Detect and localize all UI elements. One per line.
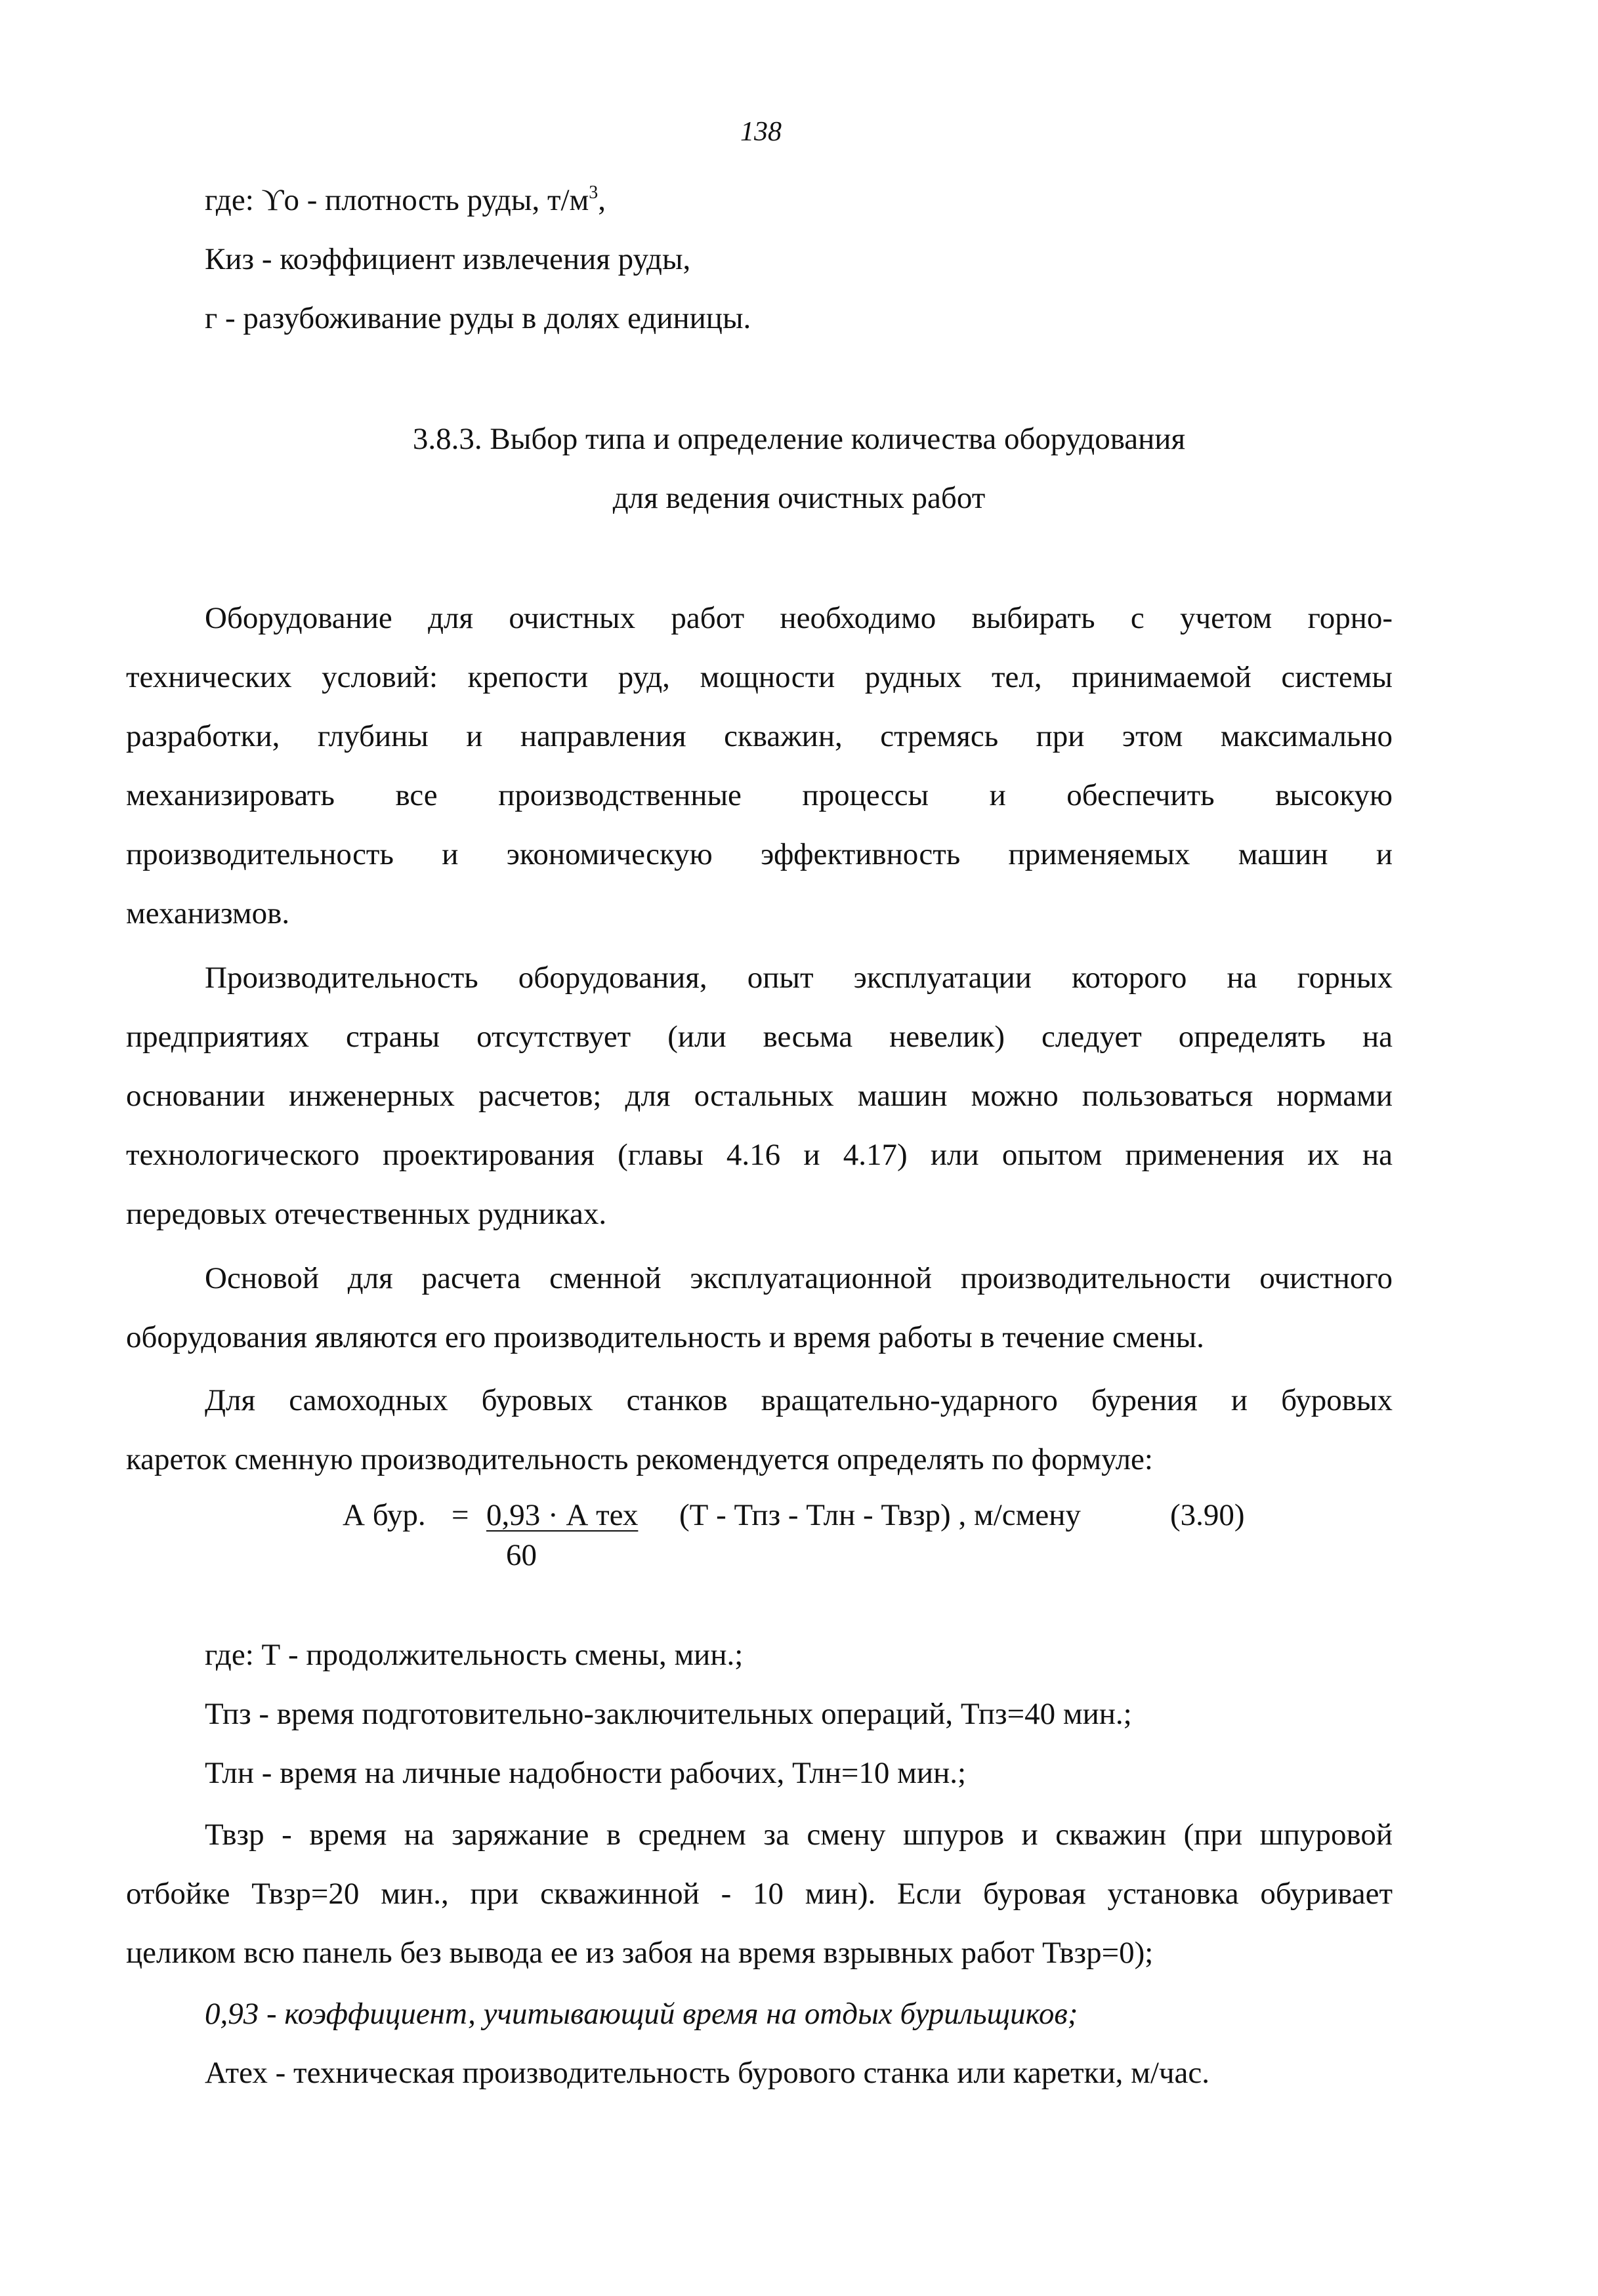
- shift-duration-definition: где: Т - продолжительность смены, мин.;: [205, 1638, 744, 1672]
- paragraph4-line-1: Для самоходных буровых станков вращательно-ударного бурения и буровых: [205, 1383, 1393, 1417]
- paragraph1-line-4: механизировать все производственные процессы и обеспечить высокую: [126, 778, 1393, 812]
- paragraph3-line-1: Основой для расчета сменной эксплуатационной производительности очистного: [205, 1261, 1393, 1295]
- paragraph1-line-1: Оборудование для очистных работ необходимо выбирать с учетом горно-: [205, 601, 1393, 635]
- formula-lhs: А бур.: [343, 1498, 426, 1532]
- technical-productivity-definition: Атех - техническая производительность бурового станка или каретки, м/час.: [205, 2056, 1210, 2090]
- paragraph4-line-2: кареток сменную производительность рекомендуется определять по формуле:: [126, 1442, 1153, 1476]
- paragraph1-line-5: производительность и экономическую эффективность применяемых машин и: [126, 837, 1393, 871]
- density-definition-text: где: ϒо - плотность руды, т/м: [205, 183, 589, 217]
- section-heading-line-1: 3.8.3. Выбор типа и определение количества оборудования: [412, 422, 1186, 456]
- charging-time-definition-line-1: Твзр - время на заряжание в среднем за смену шпуров и скважин (при шпуровой: [205, 1818, 1393, 1852]
- dilution-definition: г - разубоживание руды в долях единицы.: [205, 301, 751, 335]
- formula-denominator: 60: [506, 1538, 537, 1572]
- charging-time-definition-line-2: отбойке Твзр=20 мин., при скважинной - 10 мин). Если буровая установка обуривает: [126, 1877, 1393, 1911]
- paragraph2-line-2: предприятиях страны отсутствует (или весьма невелик) следует определять на: [126, 1020, 1393, 1054]
- formula-rhs: (Т - Тпз - Тлн - Твзр) , м/смену: [679, 1498, 1081, 1532]
- paragraph2-line-5: передовых отечественных рудниках.: [126, 1197, 607, 1231]
- personal-needs-time-definition: Тлн - время на личные надобности рабочих, Тлн=10 мин.;: [205, 1756, 967, 1790]
- formula-numerator: 0,93 · А тех: [486, 1498, 639, 1532]
- paragraph2-line-1: Производительность оборудования, опыт эксплуатации которого на горных: [205, 961, 1393, 995]
- paragraph2-line-3: основании инженерных расчетов; для остальных машин можно пользоваться нормами: [126, 1079, 1393, 1113]
- formula-number: (3.90): [1170, 1498, 1245, 1532]
- cubic-superscript: 3: [589, 182, 599, 203]
- rest-coefficient-definition: 0,93 - коэффициент, учитывающий время на отдых бурильщиков;: [205, 1997, 1078, 2031]
- paragraph1-line-6: механизмов.: [126, 896, 290, 930]
- paragraph2-line-4: технологического проектирования (главы 4.16 и 4.17) или опытом применения их на: [126, 1138, 1393, 1172]
- density-definition-suffix: ,: [598, 183, 606, 217]
- paragraph1-line-2: технических условий: крепости руд, мощности рудных тел, принимаемой системы: [126, 660, 1393, 694]
- paragraph1-line-3: разработки, глубины и направления скважин, стремясь при этом максимально: [126, 719, 1393, 753]
- charging-time-definition-line-3: целиком всю панель без вывода ее из забоя на время взрывных работ Твзр=0);: [126, 1936, 1154, 1970]
- page-number: 138: [740, 117, 782, 147]
- section-heading-line-2: для ведения очистных работ: [612, 481, 986, 515]
- density-definition: [205, 182, 606, 217]
- recovery-coefficient-definition: Киз - коэффициент извлечения руды,: [205, 242, 691, 276]
- paragraph3-line-2: оборудования являются его производительность и время работы в течение смены.: [126, 1320, 1204, 1354]
- formula-equals: =: [452, 1498, 469, 1532]
- preparatory-time-definition: Тпз - время подготовительно-заключительных операций, Тпз=40 мин.;: [205, 1697, 1132, 1731]
